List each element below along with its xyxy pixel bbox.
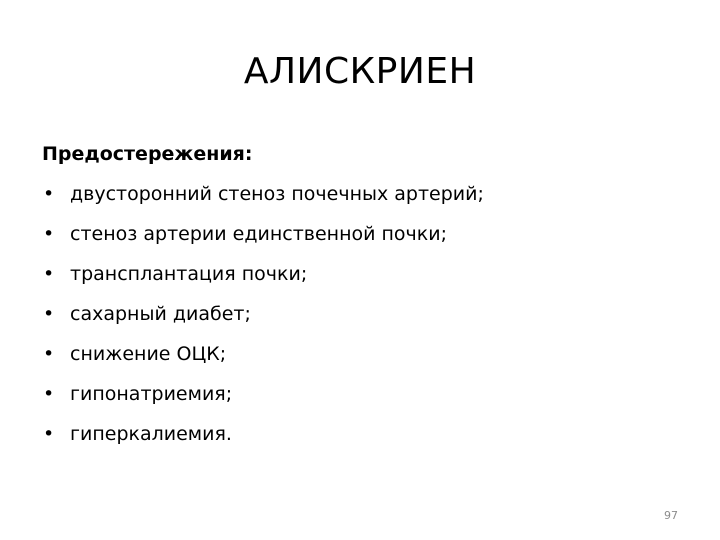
slide-body [42,134,682,454]
page-number: 97 [664,509,678,522]
bullet-icon: • [43,223,55,245]
bullet-icon: • [43,343,55,365]
bullet-icon: • [43,183,55,205]
list-item [42,294,682,334]
slide-title: АЛИСКРИЕН [243,51,477,92]
list-item-text: снижение ОЦК; [70,343,227,365]
bullet-icon: • [43,303,55,325]
list-item-text: сахарный диабет; [70,303,251,325]
bullet-icon: • [43,263,55,285]
list-item-text: гипонатриемия; [70,383,233,405]
section-heading: Предостережения: [42,143,253,165]
bullet-list [42,174,682,454]
list-item [42,174,682,214]
list-item [42,334,682,374]
bullet-icon: • [43,423,55,445]
bullet-icon: • [43,383,55,405]
list-item [42,214,682,254]
list-item [42,414,682,454]
list-item-text: стеноз артерии единственной почки; [70,223,448,245]
list-item [42,374,682,414]
list-item-text: трансплантация почки; [70,263,308,285]
list-item-text: гиперкалиемия. [70,423,232,445]
list-item-text: двусторонний стеноз почечных артерий; [70,183,484,205]
list-item [42,254,682,294]
